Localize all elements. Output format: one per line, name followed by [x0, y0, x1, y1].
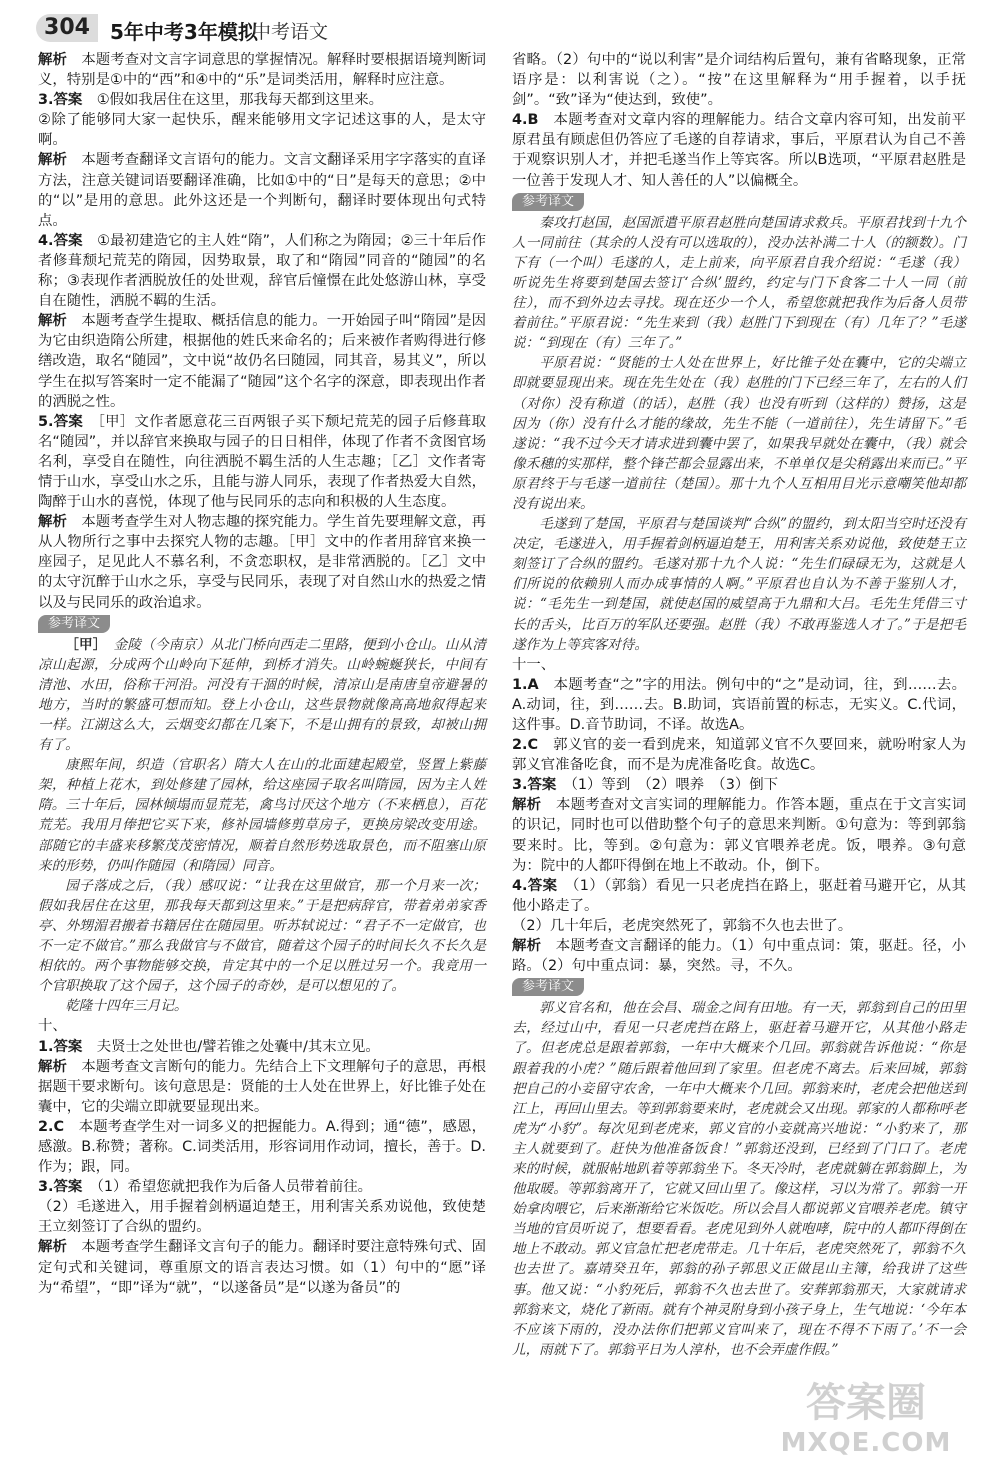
translation-paragraph: 毛遂到了楚国，平原君与楚国谈判“合纵”的盟约，到太阳当空时还没有决定，毛遂进入，用手握着剑柄逼迫楚王，用利害关系劝说他，致使楚王立刻签订了合纵的盟约。毛遂对那十九个人说：“先生们碌碌无为，这就是人们所说的依赖别人而办成事情的人啊。”平原君也自认为不善于鉴别人才，说：“毛先生一到楚国，就使赵国的威望高于九鼎和大吕。毛先生凭借三寸长的舌头，比百万的军队还要强。赵胜（我）不敢再鉴选人才了。”于是把毛遂作为上等宾客对待。	[512, 516, 966, 653]
s10-q2: 2.C 本题考查学生对一词多义的把握能力。A.得到；通“德”，感恩，感激。B.称赞；著称。C.词类活用，形容词用作动词，擅长，善于。D.作为；跟，同。	[38, 1118, 486, 1176]
reference-translation-label: 参考译文	[38, 615, 110, 633]
s11-q1: 1.A 本题考查“之”字的用法。例句中的“之”是动词，往，到……去。A.动词，往，到……去。B.助词，宾语前置的标志，无实义。C.代词，这件事。D.音节助词，不译。故选A。	[512, 676, 966, 733]
s10-q3-analysis: 解析 本题考查学生翻译文言句子的能力。翻译时要注意特殊句式、固定句式和关键词，尊重原文的语言表达习惯。如（1）句中的“愿”译为“希望”，“即”译为“就”，“以遂备员”是“以遂为备员”的	[38, 1239, 486, 1296]
translation-paragraph: 郭义官名和，他在会昌、瑞金之间有田地。有一天，郭翁到自己的田里去，经过山中，看见一只老虎挡在路上，驱赶着马避开它，从其他小路走了。但老虎总是跟着郭翁，一年中大概来个几回。郭翁就告诉他说：“你是跟着我的小虎？”随后跟着他回到了家里。但老虎不离去。后来回城，郭翁把自己的小妾留守农舍，一年中大概来个几回。郭翁来时，老虎会把他送到江上，再回山里去。等到郭翁要来时，老虎就会又出现。郭家的人都称呼老虎为“小豹”。每次见到老虎来，郭义官的小妾就高兴地说：“小豹来了，那主人就要到了。赶快为他准备饭食！”郭翁还没到，已经到了门口了。老虎来的时候，就服帖地趴着等郭翁坐下。冬天冷时，老虎就躺在郭翁脚上，为他取暖。等郭翁离开了，它就又回山里了。像这样，习以为常了。郭翁一开始拿肉喂它，后来渐渐给它米饭吃。所以会昌人都说郭义官喂养老虎。镇守当地的官员听说了，想要看看。老虎见到外人就咆哮，院中的人都吓得倒在地上不敢动。郭义官急忙把老虎带走。几十年后，老虎突然死了，郭翁不久也去世了。嘉靖癸丑年，郭翁的孙子郭思义正做昆山主簿，给我讲了这些事。他又说：“小豹死后，郭翁不久也去世了。安葬郭翁那天，大家就请求郭翁来文，烧化了新雨。就有个神灵附身到小孩子身上，生气地说：‘今年本不应该下雨的，没办法你们把郭义官叫来了，现在不得不下雨了。’不一会儿，雨就下了。郭翁平日为人淳朴，也不会弄虚作假。”	[512, 1000, 966, 1358]
reference-translation	[512, 213, 966, 655]
book-series-title: 5年中考3年模拟	[110, 20, 258, 44]
translation-paragraph: 平原君说：“贤能的士人处在世界上，好比锥子处在囊中，它的尖端立即就要显现出来。现在先生处在（我）赵胜的门下已经三年了，左右的人们（对你）没有称道（的话），赵胜（我）也没有听到（这样的）赞扬，这是因为（你）没有什么才能的缘故，先生不能（一道前往），先生请留下。”毛遂说：“我不过今天才请求进到囊中罢了，如果我早就处在囊中，（我）就会像禾穗的实那样，整个锋芒都会显露出来，不单单仅是尖稍露出来而已。”平原君终于与毛遂一道前往（楚国）。那十九个人互相用目光示意嘲笑他却都没有说出来。	[512, 355, 966, 512]
reference-translation	[38, 635, 486, 1017]
s10-q3-answer: 3.答案 （1）希望您就把我作为后备人员带着前往。	[38, 1179, 373, 1196]
s10-q4: 4.B 本题考查对文章内容的理解能力。结合文章内容可知，出发前平原君虽有顾虑但仍答应了毛遂的自荐请求，事后，平原君认为自己不善于观察识别人才，并把毛遂当作上等宾客。所以B选项，“平原君赵胜是一位善于发现人才、知人善任的人”以偏概全。	[512, 112, 966, 189]
s11-q2: 2.C 郭义官的妾一看到虎来，知道郭义官不久要回来，就吩咐家人为郭义官准备吃食，而不是为虎准备吃食。故选C。	[512, 737, 966, 774]
left-column	[38, 50, 486, 1298]
section-eleven-heading: 十一、	[512, 656, 556, 673]
watermark-logo	[746, 1380, 986, 1463]
translation-paragraph: 乾隆十四年三月记。	[65, 998, 188, 1015]
section-ten-heading: 十、	[38, 1018, 67, 1035]
reference-translation-label: 参考译文	[512, 193, 584, 211]
q5-analysis: 解析 本题考查学生对人物志趣的探究能力。学生首先要理解文意，再从人物所行之事中去探究人物的志趣。［甲］文中的作者用辞官来换一座园子，足见此人不慕名利，不贪恋职权，是非常洒脱的。［乙］文中的太守沉醉于山水之乐，享受与民同乐，表现了对自然山水的热爱之情以及与民同乐的政治追求。	[38, 514, 486, 611]
analysis-paragraph: 解析 本题考查对文言字词意思的掌握情况。解释时要根据语境判断词义，特别是①中的“西”和④中的“乐”是词类活用，解释时应注意。	[38, 52, 486, 89]
page-number: 304	[36, 14, 98, 42]
q4-answer: 4.答案 ①最初建造它的主人姓“隋”，人们称之为隋园；②三十年后作者修葺颓圮荒芜的隋园，因势取景，取了和“隋园”同音的“随园”的名称；③表现作者洒脱放任的处世观，辞官后憧憬在此处悠游山林，享受自在随性，洒脱不羁的生活。	[38, 232, 486, 310]
q5-answer: 5.答案 ［甲］文作者愿意花三百两银子买下颓圮荒芜的园子后修葺取名“随园”，并以辞官来换取与园子的日日相伴，体现了作者不贪图官场名利，享受自在随性，向往洒脱不羁生活的人生志趣；［乙］文作者寄情于山水，享受山水之乐，且能与游人同乐，表现了作者热爱大自然，陶醉于山水的喜悦，体现了他与民同乐的志向和积极的人生态度。	[38, 413, 486, 511]
s11-q4-analysis: 解析 本题考查文言翻译的能力。（1）句中重点词：策，驱赶。径，小路。（2）句中重点词：暴，突然。寻，不久。	[512, 938, 966, 975]
s11-q4-answer: 4.答案 （1）（郭翁）看见一只老虎挡在路上，驱赶着马避开它，从其他小路走了。	[512, 877, 966, 914]
s10-q1-answer: 1.答案 夫贤士之处世也/譬若锥之处囊中/其末立见。	[38, 1038, 380, 1055]
q4-analysis: 解析 本题考查学生提取、概括信息的能力。一开始园子叫“隋园”是因为它由织造隋公所建，根据他的姓氏来命名的；后来被作者购得进行修缮改造，取名“随园”，文中说“故仍名曰随园，同其音，易其义”，所以学生在拟写答案时一定不能漏了“随园”这个名字的深意，即表现出作者的洒脱之性。	[38, 313, 486, 410]
watermark-title: 答案圈	[806, 1380, 926, 1426]
book-subject: 中考语文	[252, 21, 329, 43]
s11-q3-answer: 3.答案 （1）等到 （2）喂养 （3）倒下	[512, 777, 779, 794]
s10-q3-analysis-continued: 省略。（2）句中的“说以利害”是介词结构后置句，兼有省略现象，正常语序是：以利害说（之）。“按”在这里解释为“用手握着，以手抚剑”。“致”译为“使达到，致使”。	[512, 52, 966, 109]
s11-q3-analysis: 解析 本题考查对文言实词的理解能力。作答本题，重点在于文言实词的识记，同时也可以借助整个句子的意思来判断。①句意为：等到郭翁要来时。比，等到。②句意为：郭义官喂养老虎。饭，喂养。③句意为：院中的人都吓得倒在地上不敢动。仆，倒下。	[512, 797, 966, 874]
s10-q3-answer-2: （2）毛遂进入，用手握着剑柄逼迫楚王，用利害关系劝说他，致使楚王立刻签订了合纵的盟约。	[38, 1199, 486, 1236]
watermark-url: MXQE.COM	[780, 1428, 952, 1458]
translation-paragraph: 园子落成之后，（我）感叹说：“让我在这里做官，那一个月来一次；假如我居住在这里，那我每天都到这里来。”于是把病辞官，带着弟弟家香亭、外甥湄君搬着书籍居住在随园里。听苏轼说过：“君子不一定做官，也不一定不做官。”那么我做官与不做官，随着这个园子的时间长久不长久是相依的。两个事物能够交换，肯定其中的一个足以胜过另一个。我竟用一个官职换取了这个园子，这个园子的奇妙，是可以想见的了。	[38, 877, 486, 995]
reference-translation	[512, 998, 966, 1360]
right-column	[512, 50, 966, 1360]
q3-answer-2: ②除了能够同大家一起快乐，醒来能够用文字记述这事的人，是太守啊。	[38, 112, 486, 149]
translation-paragraph: ［甲］ 金陵（今南京）从北门桥向西走二里路，便到小仓山。山从清凉山起源，分成两个山岭向下延伸，到桥才消失。山岭蜿蜒狭长，中间有清池、水田，俗称干河沿。河没有干涸的时候，清凉山是南唐皇帝避暑的地方，当时的繁盛可想而知。登上小仓山，这些景物就像高高地叙得起来一样。江湖这么大，云烟变幻都在几案下，不是山拥有的景致，却被山拥有了。	[38, 636, 487, 754]
q3-answer: 3.答案 ①假如我居住在这里，那我每天都到这里来。	[38, 92, 384, 109]
s11-q4-answer-2: （2）几十年后，老虎突然死了，郭翁不久也去世了。	[512, 917, 853, 934]
reference-translation-label: 参考译文	[512, 978, 584, 996]
s10-q1-analysis: 解析 本题考查文言断句的能力。先结合上下文理解句子的意思，再根据题干要求断句。该句意思是：贤能的士人处在世界上，好比锥子处在囊中，它的尖端立即就要显现出来。	[38, 1058, 486, 1115]
page-header	[20, 8, 980, 48]
translation-paragraph: 康熙年间，织造（官职名）隋大人在山的北面建起殿堂，竖置上紫藤架，种植上花木，到处修建了园林，给这座园子取名叫隋园，因为主人姓隋。三十年后，园林倾塌而显荒芜，禽鸟讨厌这个地方（不来栖息），百花荒芜。我用月俸把它买下来，修补园墙修剪草房子，更换房梁改变用途。部随它的丰盛来移繁茂茂密情况，顺着自然形势选取景色，而不阻塞山原来的形势，仍叫作随园（和隋园）同音。	[38, 757, 486, 874]
q3-analysis: 解析 本题考查翻译文言语句的能力。文言文翻译采用字字落实的直译方法，注意关键词语要翻译准确，比如①中的“日”是每天的意思；②中的“以”是用的意思。此外这还是一个判断句，翻译时要体现出句式特点。	[38, 152, 486, 229]
translation-paragraph: 秦攻打赵国，赵国派遣平原君赵胜向楚国请求救兵。平原君找到十九个人一同前往（其余的人没有可以选取的），没办法补满二十人（的额数）。门下有（一个叫）毛遂的人，走上前来，向平原君自我介绍说：“毛遂（我）听说先生将要到楚国去签订‘合纵’盟约，约定与门下食客二十人一同（前往），而不到外边去寻找。现在还少一个人，希望您就把我作为后备人员带着前往。”平原君说：“先生来到（我）赵胜门下到现在（有）几年了？”毛遂说：“到现在（有）三年了。”	[512, 214, 966, 352]
